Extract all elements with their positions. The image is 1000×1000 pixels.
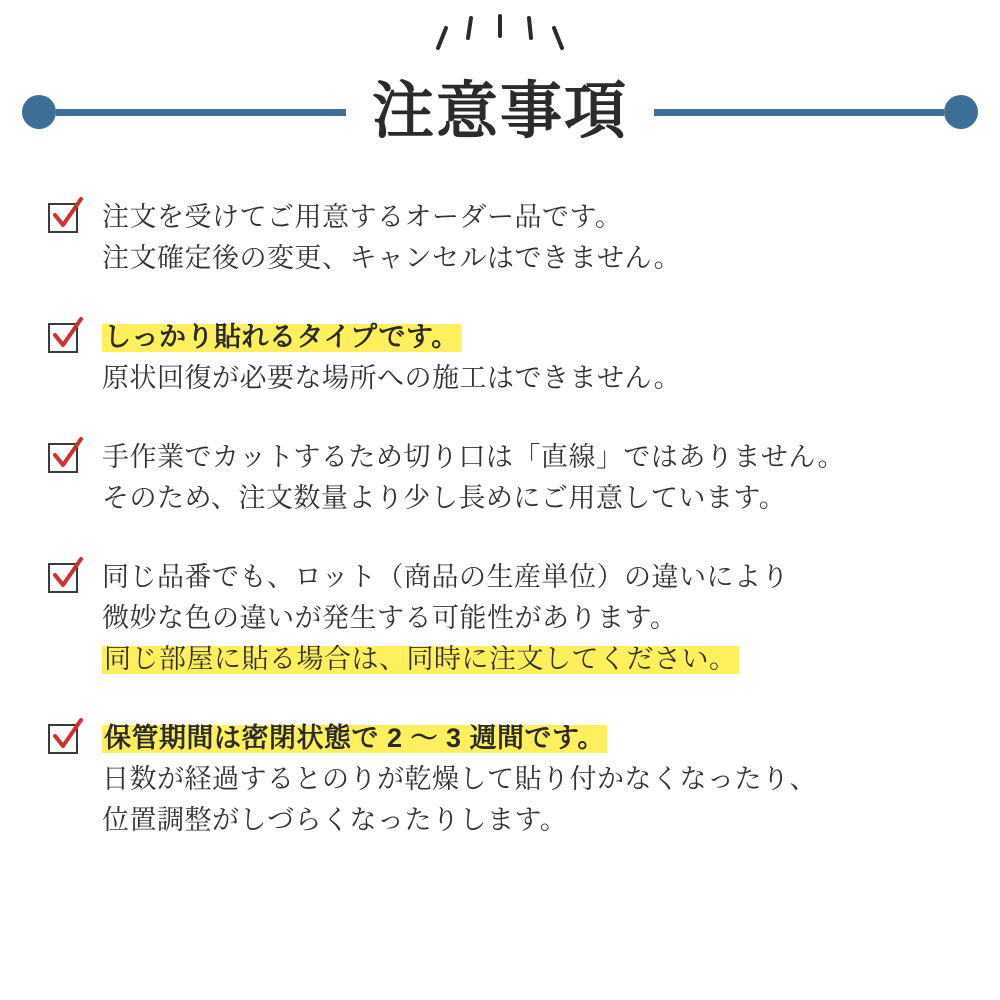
list-item	[48, 718, 960, 841]
notice-line: 注文を受けてご用意するオーダー品です。	[102, 202, 623, 232]
page-header	[0, 0, 1000, 185]
page-title: 注意事項	[371, 77, 628, 146]
notice-text	[102, 718, 960, 841]
notice-text	[102, 317, 960, 399]
notice-text	[102, 437, 960, 519]
checkbox-checked-icon	[48, 203, 82, 237]
notice-line: 原状回復が必要な場所への施工はできません。	[102, 363, 682, 394]
notice-line: しっかり貼れるタイプです。	[104, 322, 459, 353]
checkbox-checked-icon	[48, 563, 82, 597]
notice-line: 日数が経過するとのりが乾燥して貼り付かなくなったり、	[102, 764, 817, 795]
decor-rule-left	[56, 109, 346, 116]
decor-rule-right	[654, 109, 944, 116]
list-item	[48, 197, 960, 279]
notice-text	[102, 557, 960, 680]
checkbox-checked-icon	[48, 443, 82, 477]
decor-dot-right	[944, 95, 978, 129]
notice-line: 保管期間は密閉状態で 2 〜 3 週間です。	[104, 723, 605, 754]
notice-line: 手作業でカットするため切り口は「直線」ではありません。	[102, 442, 846, 473]
notice-line: 同じ品番でも、ロット（商品の生産単位）の違いにより	[102, 562, 789, 593]
notice-line: 注文確定後の変更、キャンセルはできません。	[102, 243, 682, 274]
notice-line: そのため、注文数量より少し長めにご用意しています。	[102, 483, 787, 514]
list-item	[48, 317, 960, 399]
notice-line: 同じ部屋に貼る場合は、同時に注文してください。	[104, 644, 737, 675]
decor-dot-left	[22, 95, 56, 129]
list-item	[48, 557, 960, 680]
notice-text	[102, 197, 960, 279]
notice-line: 微妙な色の違いが発生する可能性があります。	[102, 603, 678, 634]
title-row	[0, 72, 1000, 152]
checkbox-checked-icon	[48, 724, 82, 758]
notice-line: 位置調整がしづらくなったりします。	[102, 805, 568, 836]
list-item	[48, 437, 960, 519]
sparkle-lines-icon	[0, 14, 1000, 64]
notice-list	[0, 197, 1000, 841]
checkbox-checked-icon	[48, 323, 82, 357]
